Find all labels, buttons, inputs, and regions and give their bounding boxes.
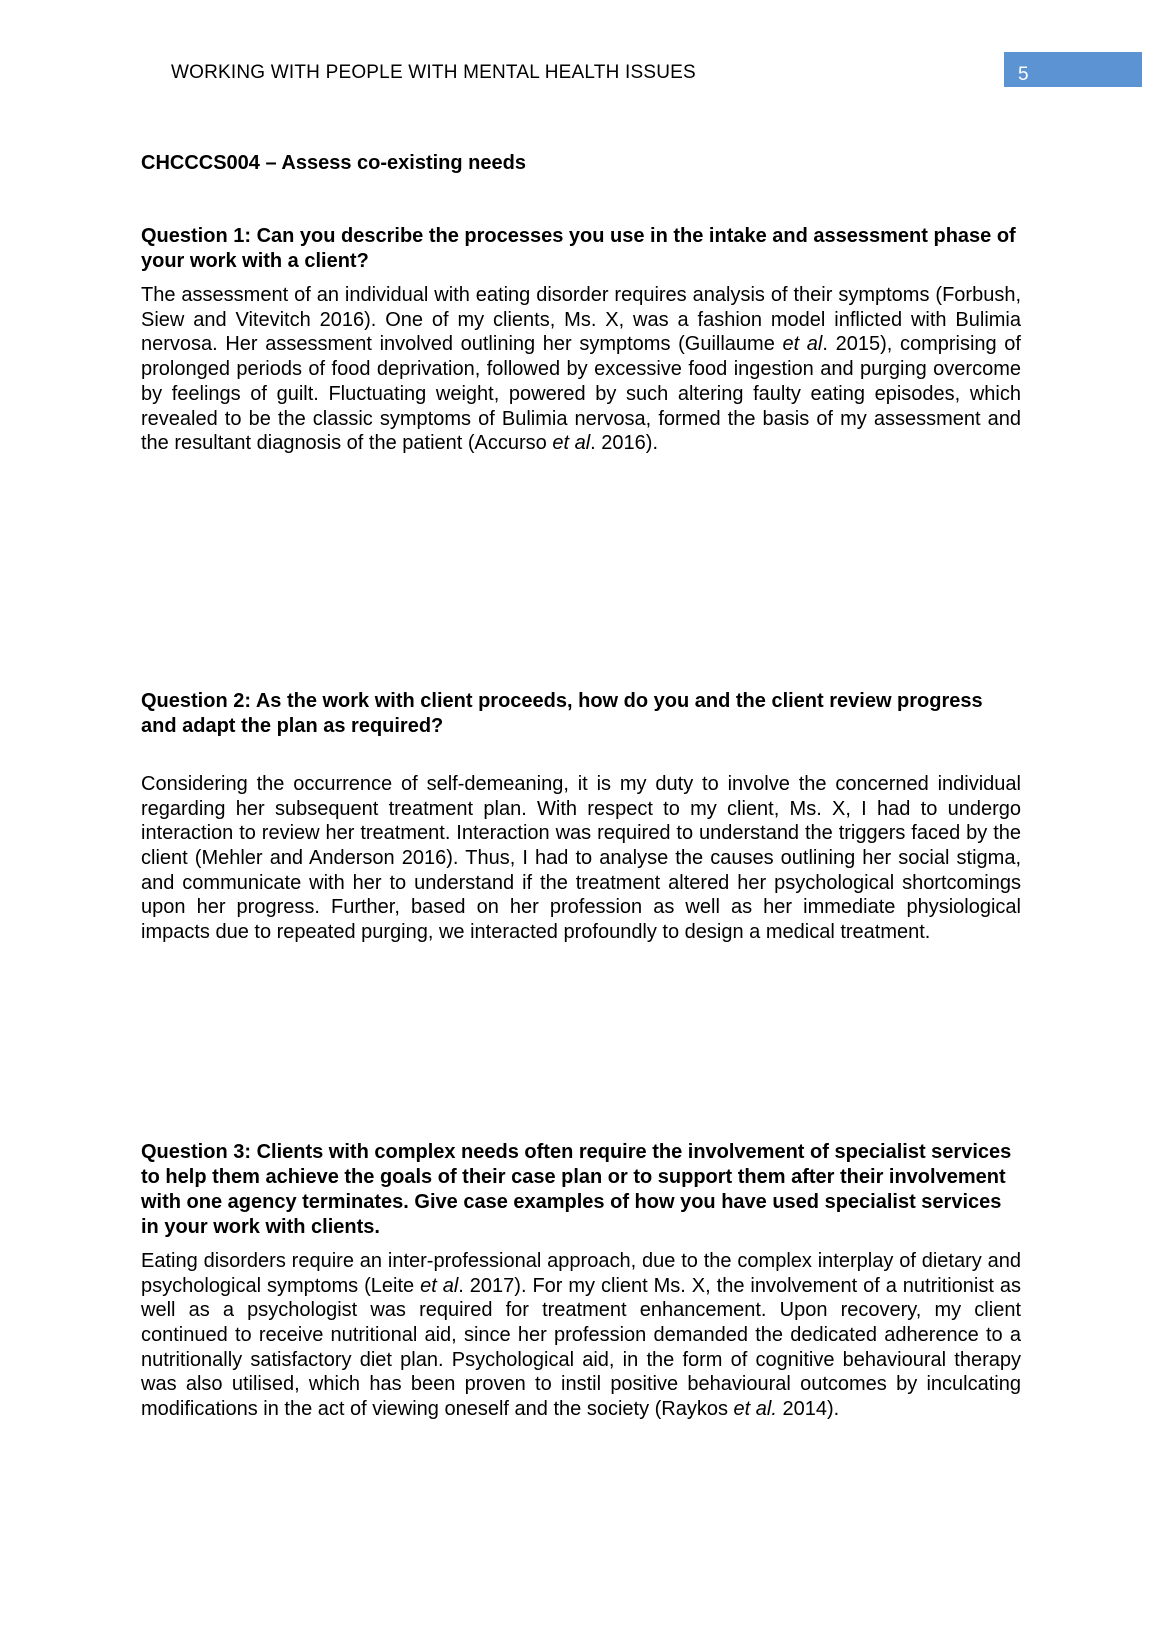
- header-title: WORKING WITH PEOPLE WITH MENTAL HEALTH ISSUES: [171, 62, 696, 83]
- unit-title: CHCCCS004 – Assess co-existing needs: [141, 152, 526, 174]
- question-2: Question 2: As the work with client proceeds, how do you and the client review progress and adapt the plan as required?: [141, 689, 983, 737]
- document-body: [141, 152, 1021, 1422]
- question-1: Question 1: Can you describe the processes you use in the intake and assessment phase of your work with a client?: [141, 225, 1016, 272]
- answer-3: Eating disorders require an inter-professional approach, due to the complex interplay of dietary and psychological symptoms (Leite et al. 2017). For my client Ms. X, the involvement of a nutritionist as well as a psychologist was required for treatment enhancement. Upon recovery, my client continued to receive nutritional aid, since her profession demanded the dedicated adherence to a nutritionally satisfactory diet plan. Psychological aid, in the form of cognitive behavioural therapy was also utilised, which has been proven to instil positive behavioural outcomes by inculcating modifications in the act of viewing oneself and the society (Raykos et al. 2014).: [141, 1249, 1021, 1421]
- page-number-box: [1004, 52, 1142, 87]
- answer-1: The assessment of an individual with eating disorder requires analysis of their symptoms (Forbush, Siew and Vitevitch 2016). One of my clients, Ms. X, was a fashion model inflicted with Bulimia nervosa. Her assessment involved outlining her symptoms (Guillaume et al. 2015), comprising of prolonged periods of food deprivation, followed by excessive food ingestion and purging overcome by feelings of guilt. Fluctuating weight, powered by such altering faulty eating episodes, which revealed to be the classic symptoms of Bulimia nervosa, formed the basis of my assessment and the resultant diagnosis of the patient (Accurso et al. 2016).: [141, 284, 1021, 455]
- answer-2: Considering the occurrence of self-demeaning, it is my duty to involve the concerned individual regarding her subsequent treatment plan. With respect to my client, Ms. X, I had to undergo interaction to review her treatment. Interaction was required to understand the triggers faced by the client (Mehler and Anderson 2016). Thus, I had to analyse the causes outlining her social stigma, and communicate with her to understand if the treatment altered her psychological shortcomings upon her progress. Further, based on her profession as well as her immediate physiological impacts due to repeated purging, we interacted profoundly to design a medical treatment.: [141, 772, 1021, 944]
- page-number: 5: [1018, 64, 1029, 85]
- question-3: Question 3: Clients with complex needs often require the involvement of specialist services to help them achieve the goals of their case plan or to support them after their involvement with one agency terminates. Give case examples of how you have used specialist services in your work with clients.: [141, 1140, 1012, 1238]
